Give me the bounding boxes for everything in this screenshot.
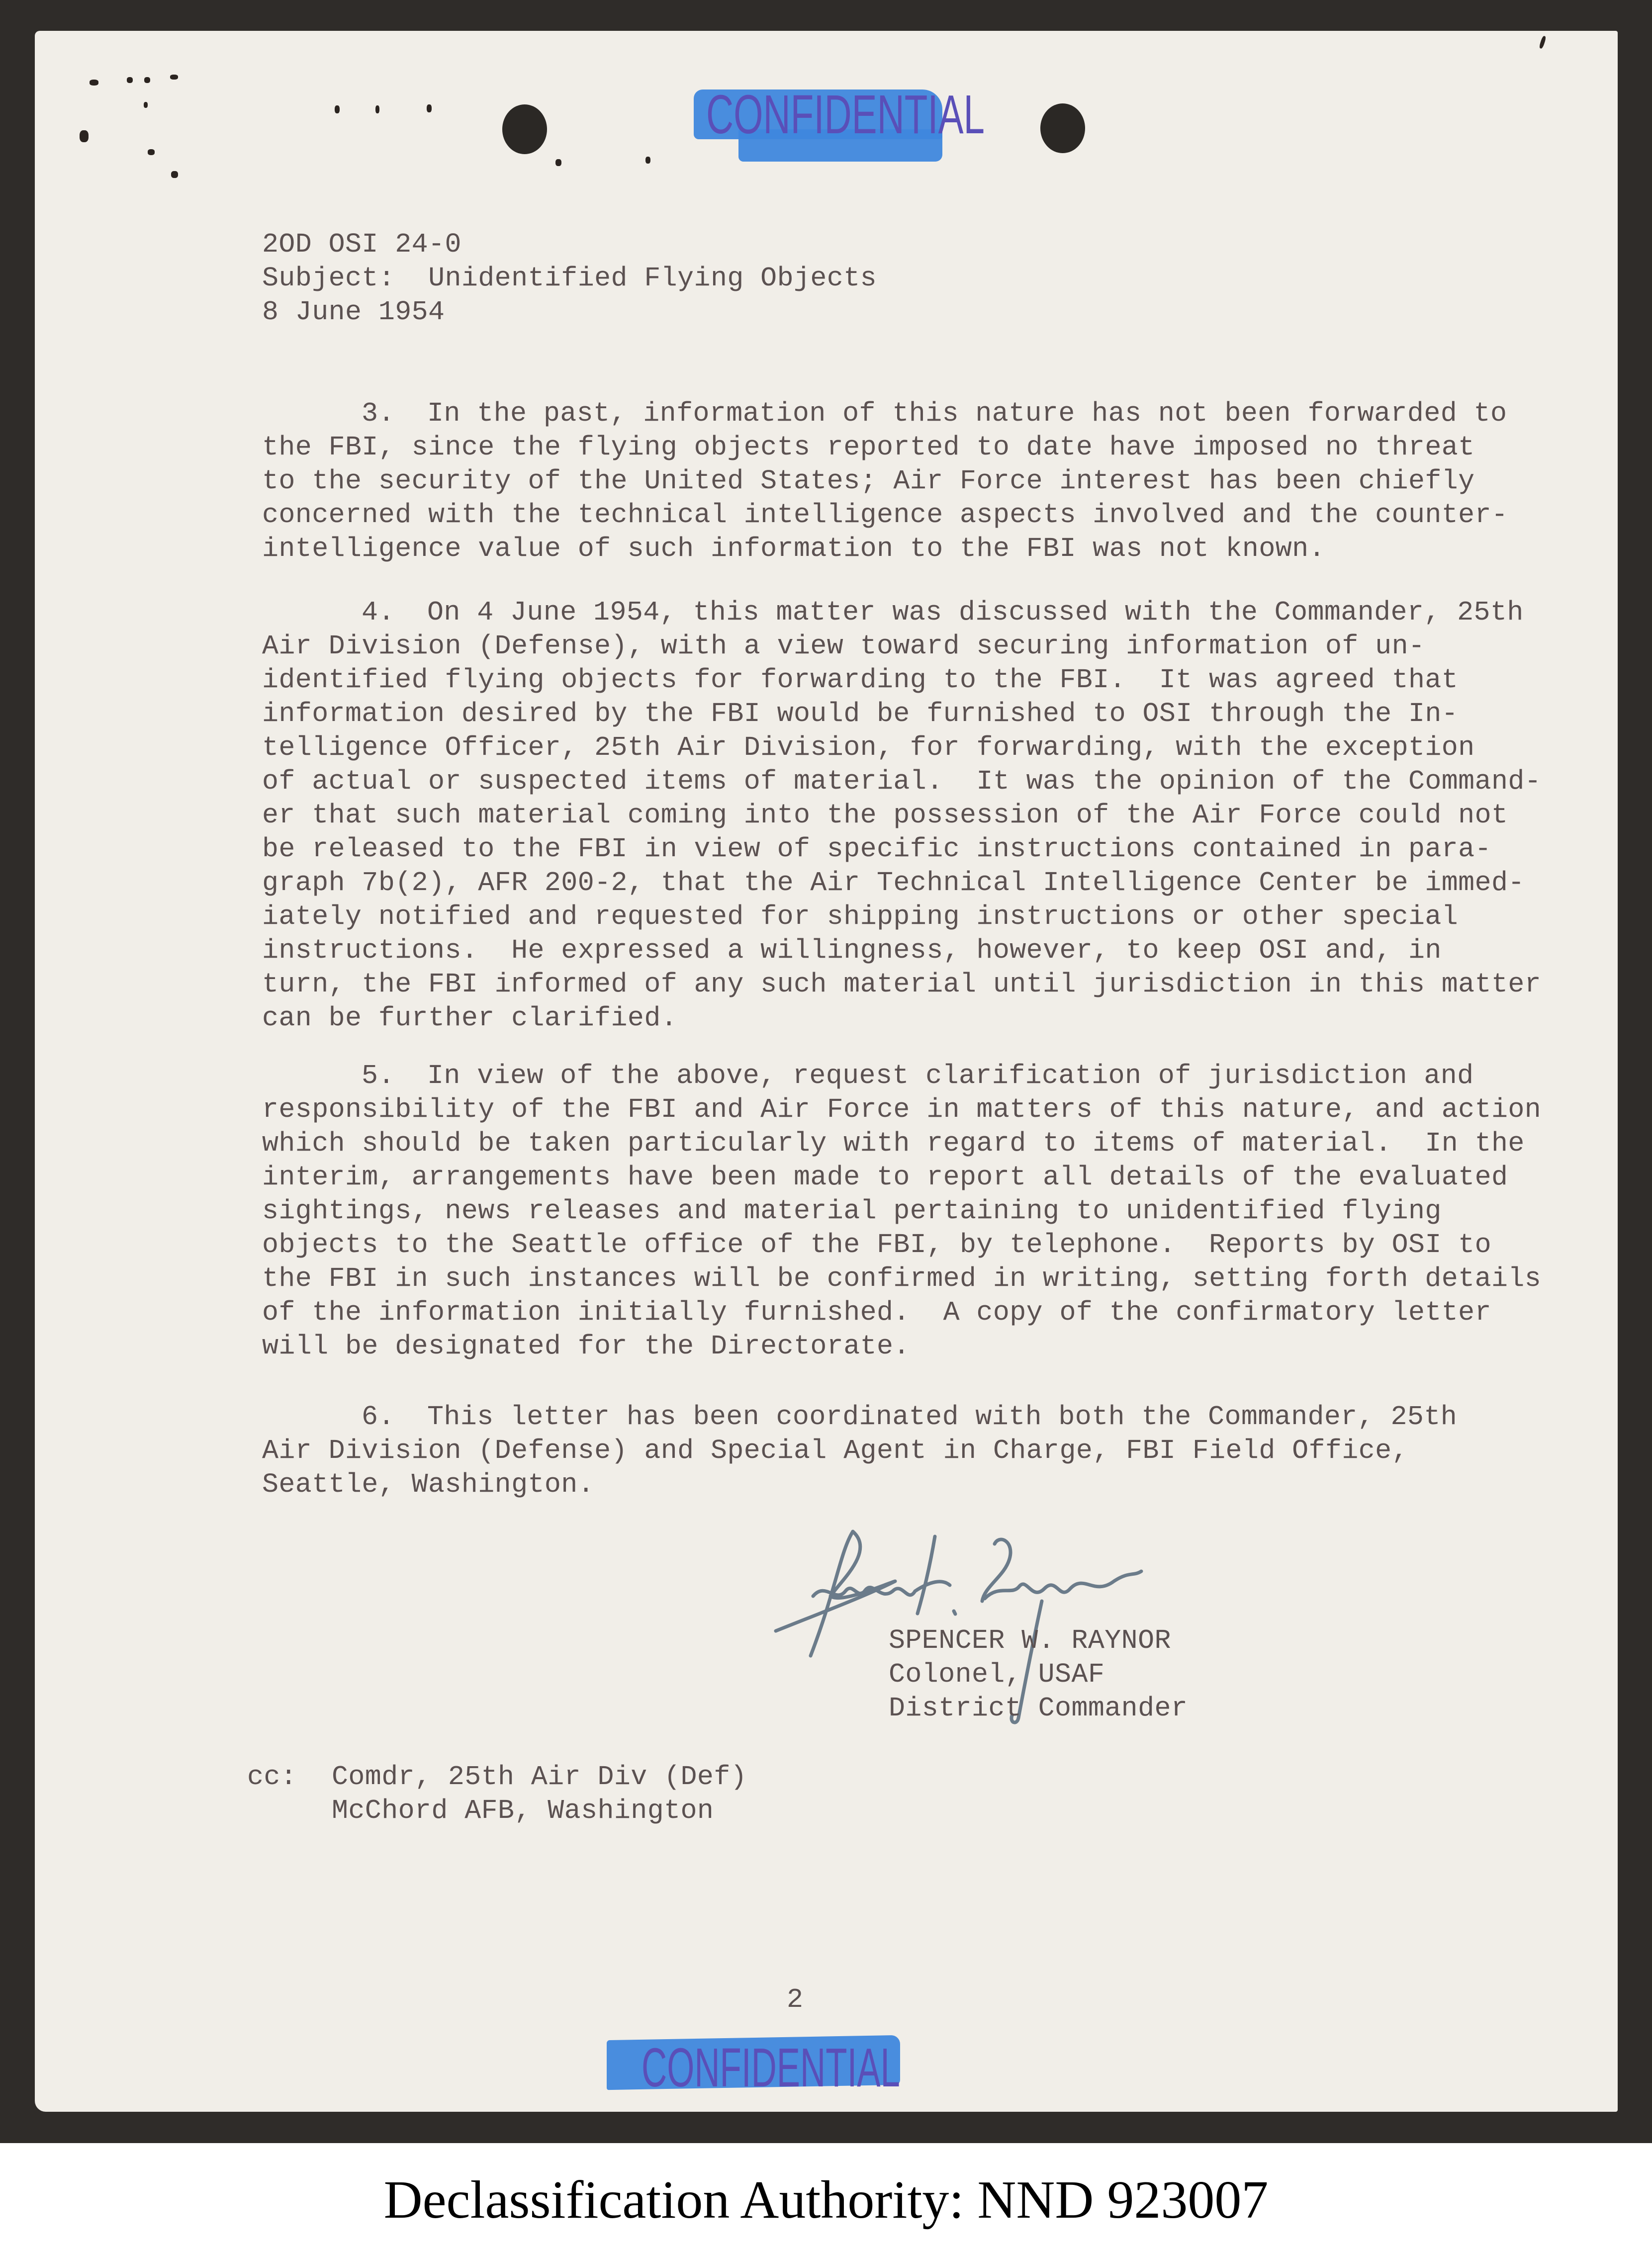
paragraph-line: telligence Officer, 25th Air Division, for forwarding, with the exception <box>262 732 1475 763</box>
staple-hole <box>171 171 178 178</box>
paragraph-line: turn, the FBI informed of any such material until jurisdiction in this matter <box>262 969 1542 1000</box>
paragraph-line: to the security of the United States; Air Force interest has been chiefly <box>262 465 1475 497</box>
paragraph-line: the FBI in such instances will be confirmed in writing, setting forth details <box>262 1263 1542 1294</box>
paragraph <box>262 1400 1457 1502</box>
staple-hole <box>127 77 133 83</box>
binder-hole-left <box>502 104 547 154</box>
paragraph-line: of actual or suspected items of material. It was the opinion of the Command- <box>262 766 1542 797</box>
paragraph-line: Air Division (Defense) and Special Agent in Charge, FBI Field Office, <box>262 1435 1408 1466</box>
signer-name: SPENCER W. RAYNOR <box>889 1625 1171 1656</box>
confidential-stamp-bottom <box>587 2033 935 2102</box>
staple-hole <box>170 75 178 80</box>
binder-hole-right <box>1040 103 1085 153</box>
paragraph-line: information desired by the FBI would be furnished to OSI through the In- <box>262 698 1459 729</box>
paragraph-number: 4. <box>362 597 395 628</box>
confidential-stamp-top <box>671 70 1019 169</box>
staple-hole <box>90 80 98 86</box>
paragraph-line: objects to the Seattle office of the FBI, by telephone. Reports by OSI to <box>262 1229 1491 1260</box>
subject-label: Subject: <box>262 263 395 294</box>
staple-hole <box>148 149 155 155</box>
paragraph-line: identified flying objects for forwarding to the FBI. It was agreed that <box>262 664 1459 696</box>
stamp-text-svg <box>671 70 1019 169</box>
paragraph-line: which should be taken particularly with regard to items of material. In the <box>262 1128 1525 1159</box>
paragraph <box>262 1059 1541 1363</box>
staple-hole <box>427 104 432 112</box>
paragraph-line: interim, arrangements have been made to report all details of the evaluated <box>262 1162 1508 1193</box>
staple-hole <box>144 102 148 108</box>
paragraph-line <box>262 596 1541 630</box>
paragraph-line: be released to the FBI in view of specific instructions contained in para- <box>262 833 1491 865</box>
paragraph-line: of the information initially furnished. A copy of the confirmatory letter <box>262 1297 1491 1328</box>
paragraph-line: instructions. He expressed a willingness, however, to keep OSI and, in <box>262 935 1442 966</box>
paragraph-text: On 4 June 1954, this matter was discussed with the Commander, 25th <box>427 597 1524 628</box>
paragraph-text: In view of the above, request clarification of jurisdiction and <box>427 1060 1474 1091</box>
paragraph-line: Air Division (Defense), with a view toward securing information of un- <box>262 630 1425 662</box>
staple-hole <box>80 130 89 142</box>
file-reference: 2OD OSI 24-0 <box>262 229 461 260</box>
paragraph-text: In the past, information of this nature has not been forwarded to <box>427 398 1507 429</box>
paragraph-number: 6. <box>362 1401 395 1433</box>
stamp-text: CONFIDENTIAL <box>642 2037 900 2098</box>
subject-line <box>262 262 877 295</box>
staple-hole <box>144 77 150 83</box>
paragraph-number: 3. <box>362 398 395 429</box>
declassification-caption: Declassification Authority: NND 923007 <box>383 2170 1269 2230</box>
paragraph-line: iately notified and requested for shipping instructions or other special <box>262 901 1459 932</box>
subject-text: Unidentified Flying Objects <box>428 263 877 294</box>
staple-hole <box>555 159 561 166</box>
staple-hole <box>645 157 650 164</box>
cc-line: Comdr, 25th Air Div (Def) <box>332 1761 747 1793</box>
paragraph <box>262 596 1541 1035</box>
paragraph-line: will be designated for the Directorate. <box>262 1331 910 1362</box>
cc-label: cc: <box>247 1761 297 1793</box>
paragraph-line: can be further clarified. <box>262 1002 678 1034</box>
paragraph-line <box>262 1059 1541 1093</box>
paragraph-line <box>262 1400 1457 1434</box>
paragraph-number: 5. <box>362 1060 395 1091</box>
staple-hole <box>375 105 379 113</box>
paragraph-line: er that such material coming into the possession of the Air Force could not <box>262 800 1508 831</box>
stamp-text: CONFIDENTIAL <box>706 84 985 145</box>
document-date: 8 June 1954 <box>262 296 445 328</box>
paragraph-line: Seattle, Washington. <box>262 1469 595 1500</box>
paragraph-line <box>262 397 1508 431</box>
signer-title: District Commander <box>889 1693 1188 1724</box>
paragraph-line: sightings, news releases and material pertaining to unidentified flying <box>262 1195 1442 1227</box>
paragraph-line: graph 7b(2), AFR 200-2, that the Air Technical Intelligence Center be immed- <box>262 867 1525 899</box>
paragraph <box>262 397 1508 566</box>
paragraph-line: intelligence value of such information to the FBI was not known. <box>262 533 1325 564</box>
paragraph-line: the FBI, since the flying objects reported to date have imposed no threat <box>262 432 1475 463</box>
paragraph-line: concerned with the technical intelligence aspects involved and the counter- <box>262 499 1508 531</box>
stamp-text-svg <box>587 2033 935 2102</box>
paragraph-line: responsibility of the FBI and Air Force in matters of this nature, and action <box>262 1094 1542 1125</box>
cc-line: McChord AFB, Washington <box>332 1795 714 1826</box>
paragraph-text: This letter has been coordinated with both the Commander, 25th <box>427 1401 1458 1433</box>
staple-hole <box>335 105 340 113</box>
signer-rank: Colonel, USAF <box>889 1659 1105 1690</box>
page-number: 2 <box>787 1984 804 2015</box>
